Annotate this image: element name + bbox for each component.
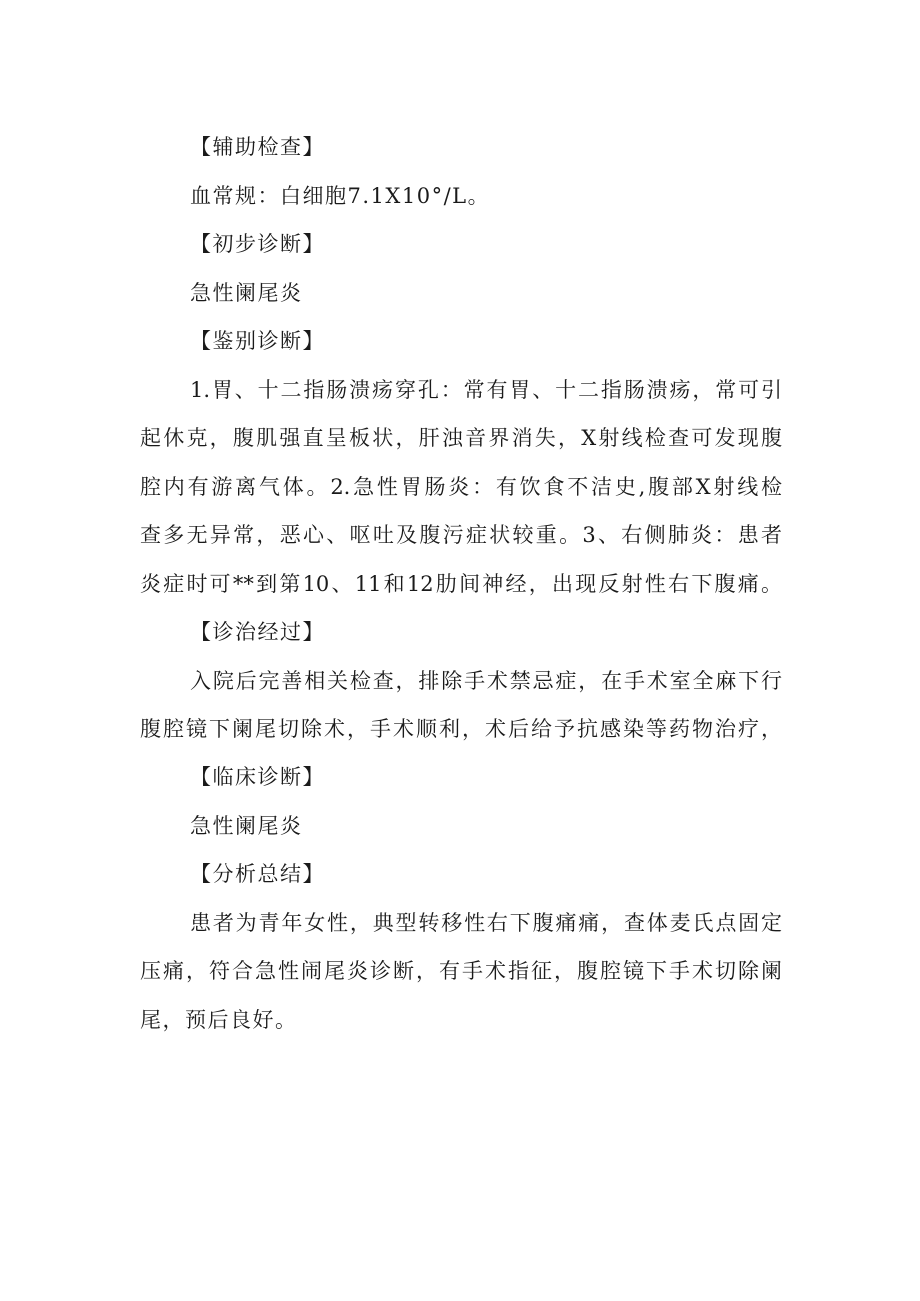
summary-line: 患者为青年女性，典型转移性右下腹痛痛，查体麦氏点固定 — [190, 911, 782, 935]
aux-exam-line: 血常规：白细胞7.1X10°/L。 — [190, 184, 491, 208]
treatment-course-line: 腹腔镜下阑尾切除术，手术顺利，术后给予抗感染等药物治疗， — [140, 717, 782, 741]
section-heading-prelim-diagnosis: 【初步诊断】 — [190, 232, 325, 256]
differential-diagnosis-line: 1.胃、十二指肠溃疡穿孔：常有胃、十二指肠溃疡，常可引 — [190, 378, 782, 402]
section-heading-differential-diagnosis: 【鉴别诊断】 — [190, 329, 325, 353]
treatment-course-line: 入院后完善相关检查，排除手术禁忌症，在手术室全麻下行 — [190, 669, 782, 693]
section-heading-summary: 【分析总结】 — [190, 862, 325, 886]
clinical-diagnosis-line: 急性阑尾炎 — [190, 814, 303, 838]
differential-diagnosis-line: 腔内有游离气体。2.急性胃肠炎：有饮食不洁史,腹部X射线检 — [140, 475, 782, 499]
section-heading-clinical-diagnosis: 【临床诊断】 — [190, 765, 325, 789]
differential-diagnosis-line: 炎症时可**到第10、11和12肋间神经，出现反射性右下腹痛。 — [140, 572, 782, 596]
summary-line: 尾，预后良好。 — [140, 1008, 298, 1032]
section-heading-aux-exam: 【辅助检查】 — [190, 135, 325, 159]
prelim-diagnosis-line: 急性阑尾炎 — [190, 281, 303, 305]
differential-diagnosis-line: 起休克，腹肌强直呈板状，肝浊音界消失，X射线检查可发现腹 — [140, 426, 782, 450]
differential-diagnosis-line: 查多无异常，恶心、呕吐及腹污症状较重。3、右侧肺炎：患者 — [140, 523, 782, 547]
summary-line: 压痛，符合急性闹尾炎诊断，有手术指征，腹腔镜下手术切除阑 — [140, 959, 782, 983]
section-heading-treatment-course: 【诊治经过】 — [190, 620, 325, 644]
